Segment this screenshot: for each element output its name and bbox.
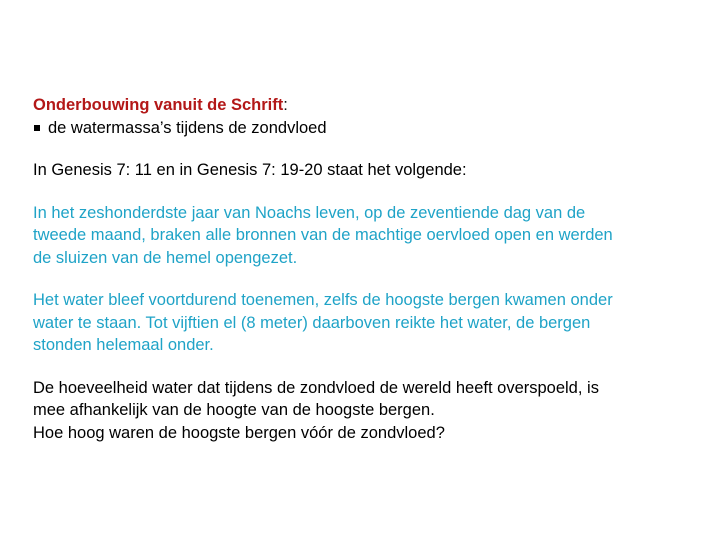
conclusion <box>33 377 693 445</box>
quote-genesis-7-11 <box>33 202 693 270</box>
heading-colon: : <box>283 96 288 114</box>
heading <box>33 94 693 117</box>
intro-text: In Genesis 7: 11 en in Genesis 7: 19-20 staat het volgende: <box>33 161 467 179</box>
quote1-line: de sluizen van de hemel opengezet. <box>33 248 298 267</box>
quote1-line: In het zeshonderdste jaar van Noachs leven, op de zeventiende dag van de <box>33 203 586 222</box>
quote2-line: stonden helemaal onder. <box>33 336 214 354</box>
conclusion-line: mee afhankelijk van de hoogte van de hoogste bergen. <box>33 401 435 419</box>
heading-label: Onderbouwing vanuit de Schrift <box>33 96 284 114</box>
conclusion-line: De hoeveelheid water dat tijdens de zondvloed de wereld heeft overspoeld, is <box>33 378 599 397</box>
slide-content <box>33 94 693 444</box>
quote2-line: Het water bleef voortdurend toenemen, zelfs de hoogste bergen kwamen onder <box>33 291 613 309</box>
quote1-line: tweede maand, braken alle bronnen van de machtige oervloed open en werden <box>33 226 613 244</box>
quote-genesis-7-19-20 <box>33 289 693 357</box>
square-bullet-icon <box>34 125 40 131</box>
bullet-item <box>33 117 693 140</box>
conclusion-line: Hoe hoog waren de hoogste bergen vóór de zondvloed? <box>33 423 445 442</box>
quote2-line: water te staan. Tot vijftien el (8 meter) daarboven reikte het water, de bergen <box>33 313 591 332</box>
bullet-text: de watermassa’s tijdens de zondvloed <box>48 118 327 137</box>
